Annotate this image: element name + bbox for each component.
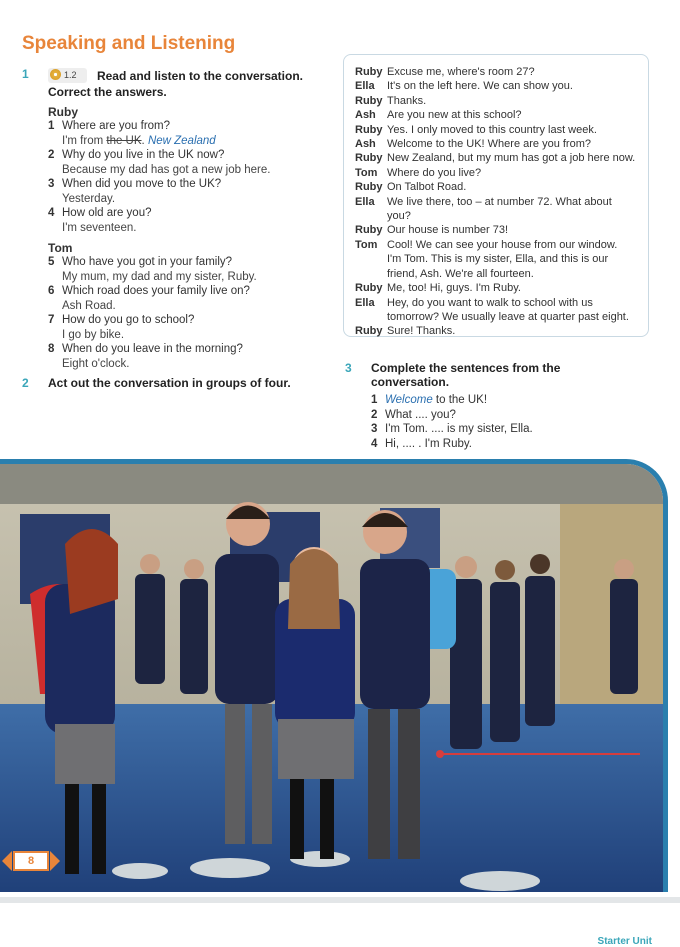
speaker-name: Ruby <box>355 94 383 107</box>
tom-question-list <box>48 255 322 371</box>
corrected-answer: New Zealand <box>147 134 216 147</box>
question-number: 4 <box>48 207 55 219</box>
speech-text-line: tomorrow? We usually leave at quarter past eight. <box>387 310 629 323</box>
speaker-name: Ruby <box>355 224 383 237</box>
struck-answer: the UK <box>106 134 142 147</box>
conversation-line <box>355 79 638 93</box>
speech-text-line: Our house is number 73! <box>387 224 509 237</box>
speech-text <box>387 79 573 93</box>
conversation-line <box>355 123 638 137</box>
sentence-number: 3 <box>371 423 378 435</box>
conversation-line <box>355 137 638 151</box>
speech-text <box>387 151 635 165</box>
question-number: 1 <box>48 120 55 132</box>
page-number: 8 <box>27 855 35 867</box>
sentence-item <box>371 422 645 437</box>
speaker-name: Ella <box>355 296 375 309</box>
question-number: 8 <box>48 343 55 355</box>
conversation-line <box>355 296 638 325</box>
answer-line <box>48 270 322 285</box>
answer-text: My mum, my dad and my sister, Ruby. <box>62 270 257 283</box>
conversation-line <box>355 180 638 194</box>
speech-text <box>387 296 629 325</box>
question-item <box>48 206 322 235</box>
sentence-item <box>371 408 645 423</box>
students-illustration <box>0 464 668 892</box>
question-number: 6 <box>48 285 55 297</box>
speaker-name: Ruby <box>355 325 383 338</box>
exercise-1 <box>22 67 322 371</box>
question-text: Where are you from? <box>62 120 171 132</box>
audio-cd-icon <box>50 69 61 80</box>
speech-text-line: Where do you live? <box>387 166 482 179</box>
question-line <box>48 148 322 163</box>
answer-line <box>48 221 322 236</box>
speech-text-line: It's on the left here. We can show you. <box>387 80 573 93</box>
speech-text-line: New Zealand, but my mum has got a job here now. <box>387 152 636 165</box>
speech-text <box>387 238 617 281</box>
question-text: How do you go to school? <box>62 314 195 326</box>
speech-text-line: We live there, too – at number 72. What about you? <box>387 195 612 223</box>
conversation-line <box>355 324 638 338</box>
exercise-2-number: 2 <box>22 376 29 390</box>
sentence-text: Hi, .... . I'm Ruby. <box>385 437 472 450</box>
question-item <box>48 119 322 148</box>
speech-text <box>387 137 591 151</box>
question-text: Who have you got in your family? <box>62 256 233 268</box>
sentence-text: to the UK! <box>432 394 488 406</box>
question-text: When did you move to the UK? <box>62 178 222 190</box>
tom-heading: Tom <box>48 241 73 255</box>
exercise-3-list <box>345 393 645 451</box>
answer-text: Yesterday. <box>62 192 116 205</box>
speech-text-line: Sure! Thanks. <box>387 325 456 338</box>
speaker-name: Ruby <box>355 152 383 165</box>
speech-text <box>387 324 455 338</box>
speech-text-line: On Talbot Road. <box>387 181 467 194</box>
question-item <box>48 284 322 313</box>
unit-label: Starter Unit <box>597 936 652 947</box>
section-title: Speaking and Listening <box>22 33 236 54</box>
speech-text <box>387 195 638 224</box>
speaker-name: Ruby <box>355 282 383 295</box>
ruby-heading: Ruby <box>48 105 78 119</box>
question-item <box>48 313 322 342</box>
audio-track-number: 1.2 <box>64 70 77 81</box>
speech-text <box>387 123 597 137</box>
speaker-name: Ella <box>355 195 375 208</box>
question-item <box>48 177 322 206</box>
exercise-2 <box>22 376 291 390</box>
speech-text-line: Cool! We can see your house from our window. <box>387 238 618 251</box>
speech-text-line: Thanks. <box>387 94 427 107</box>
speech-text-line: Are you new at this school? <box>387 109 522 122</box>
question-line <box>48 284 322 299</box>
question-number: 7 <box>48 314 55 326</box>
speaker-name: Ash <box>355 138 376 151</box>
question-line <box>48 255 322 270</box>
speaker-name: Tom <box>355 238 378 251</box>
conversation-line <box>355 108 638 122</box>
exercise-3 <box>345 361 645 451</box>
sentence-text: I'm Tom. .... is my sister, Ella. <box>385 423 533 435</box>
answer-line <box>48 192 322 207</box>
speech-text <box>387 166 481 180</box>
ruby-question-list <box>48 119 322 235</box>
question-text: Which road does your family live on? <box>62 285 250 297</box>
speech-text <box>387 65 535 79</box>
exercise-3-instruction: Complete the sentences from the <box>371 361 561 375</box>
conversation-line <box>355 166 638 180</box>
speech-text-line: I'm Tom. This is my sister, Ella, and this is our <box>387 253 609 266</box>
school-hallway-photo <box>0 459 668 892</box>
answer-text: I go by bike. <box>62 328 125 341</box>
example-answer: Welcome <box>385 394 433 406</box>
conversation-line <box>355 223 638 237</box>
question-line <box>48 313 322 328</box>
sentence-number: 1 <box>371 394 378 406</box>
speech-text <box>387 281 521 295</box>
conversation-line <box>355 151 638 165</box>
speaker-name: Ash <box>355 109 376 122</box>
answer-prefix: I'm from <box>62 134 107 147</box>
answer-line <box>48 299 322 314</box>
conversation-box <box>343 54 649 337</box>
speech-text <box>387 108 522 122</box>
conversation-line <box>355 94 638 108</box>
speaker-name: Ruby <box>355 123 383 136</box>
answer-line <box>48 357 322 372</box>
speech-text <box>387 223 508 237</box>
conversation-line <box>355 281 638 295</box>
conversation-line <box>355 65 638 79</box>
sentence-item <box>371 393 645 408</box>
exercise-3-number: 3 <box>345 361 352 375</box>
question-item <box>48 148 322 177</box>
question-number: 5 <box>48 256 55 268</box>
question-line <box>48 206 322 221</box>
question-text: When do you leave in the morning? <box>62 343 243 355</box>
exercise-2-instruction: Act out the conversation in groups of four. <box>48 376 291 390</box>
audio-track-button[interactable] <box>48 68 87 83</box>
question-line <box>48 177 322 192</box>
footer-divider <box>0 897 680 903</box>
question-item <box>48 342 322 371</box>
exercise-1-instruction-2: Correct the answers. <box>48 85 167 99</box>
conversation-line <box>355 195 638 224</box>
sentence-number: 4 <box>371 437 378 450</box>
answer-line <box>48 328 322 343</box>
answer-text: Because my dad has got a new job here. <box>62 163 271 176</box>
speech-text-line: Hey, do you want to walk to school with us <box>387 296 593 309</box>
speaker-name: Ruby <box>355 66 383 78</box>
speaker-name: Ella <box>355 80 375 93</box>
speech-text-line: Me, too! Hi, guys. I'm Ruby. <box>387 282 521 295</box>
answer-line: I'm from the UK. New Zealand <box>62 134 216 147</box>
exercise-1-instruction: Read and listen to the conversation. <box>96 69 304 83</box>
speech-text-line: friend, Ash. We're all fourteen. <box>387 267 534 280</box>
conversation-line <box>355 238 638 281</box>
speaker-name: Ruby <box>355 181 383 194</box>
question-text: Why do you live in the UK now? <box>62 149 225 161</box>
question-line <box>48 119 322 134</box>
speech-text <box>387 94 426 108</box>
speech-text-line: Welcome to the UK! Where are you from? <box>387 138 591 151</box>
sentence-text: What .... you? <box>385 408 456 421</box>
answer-line <box>48 163 322 178</box>
sentence-item <box>371 437 645 452</box>
speaker-name: Tom <box>355 166 378 179</box>
answer-text: Eight o'clock. <box>62 357 130 370</box>
sentence-number: 2 <box>371 408 378 421</box>
question-item <box>48 255 322 284</box>
exercise-1-number: 1 <box>22 67 29 81</box>
question-number: 3 <box>48 178 55 190</box>
speech-text-line: Excuse me, where's room 27? <box>387 66 535 78</box>
answer-text: Ash Road. <box>62 299 116 312</box>
page-number-tab <box>2 849 60 878</box>
answer-text: I'm seventeen. <box>62 221 137 234</box>
question-text: How old are you? <box>62 207 152 219</box>
speech-text-line: Yes. I only moved to this country last week. <box>387 123 597 136</box>
question-line <box>48 342 322 357</box>
speech-text <box>387 180 466 194</box>
question-number: 2 <box>48 149 55 161</box>
exercise-3-instruction-2: conversation. <box>371 375 450 389</box>
